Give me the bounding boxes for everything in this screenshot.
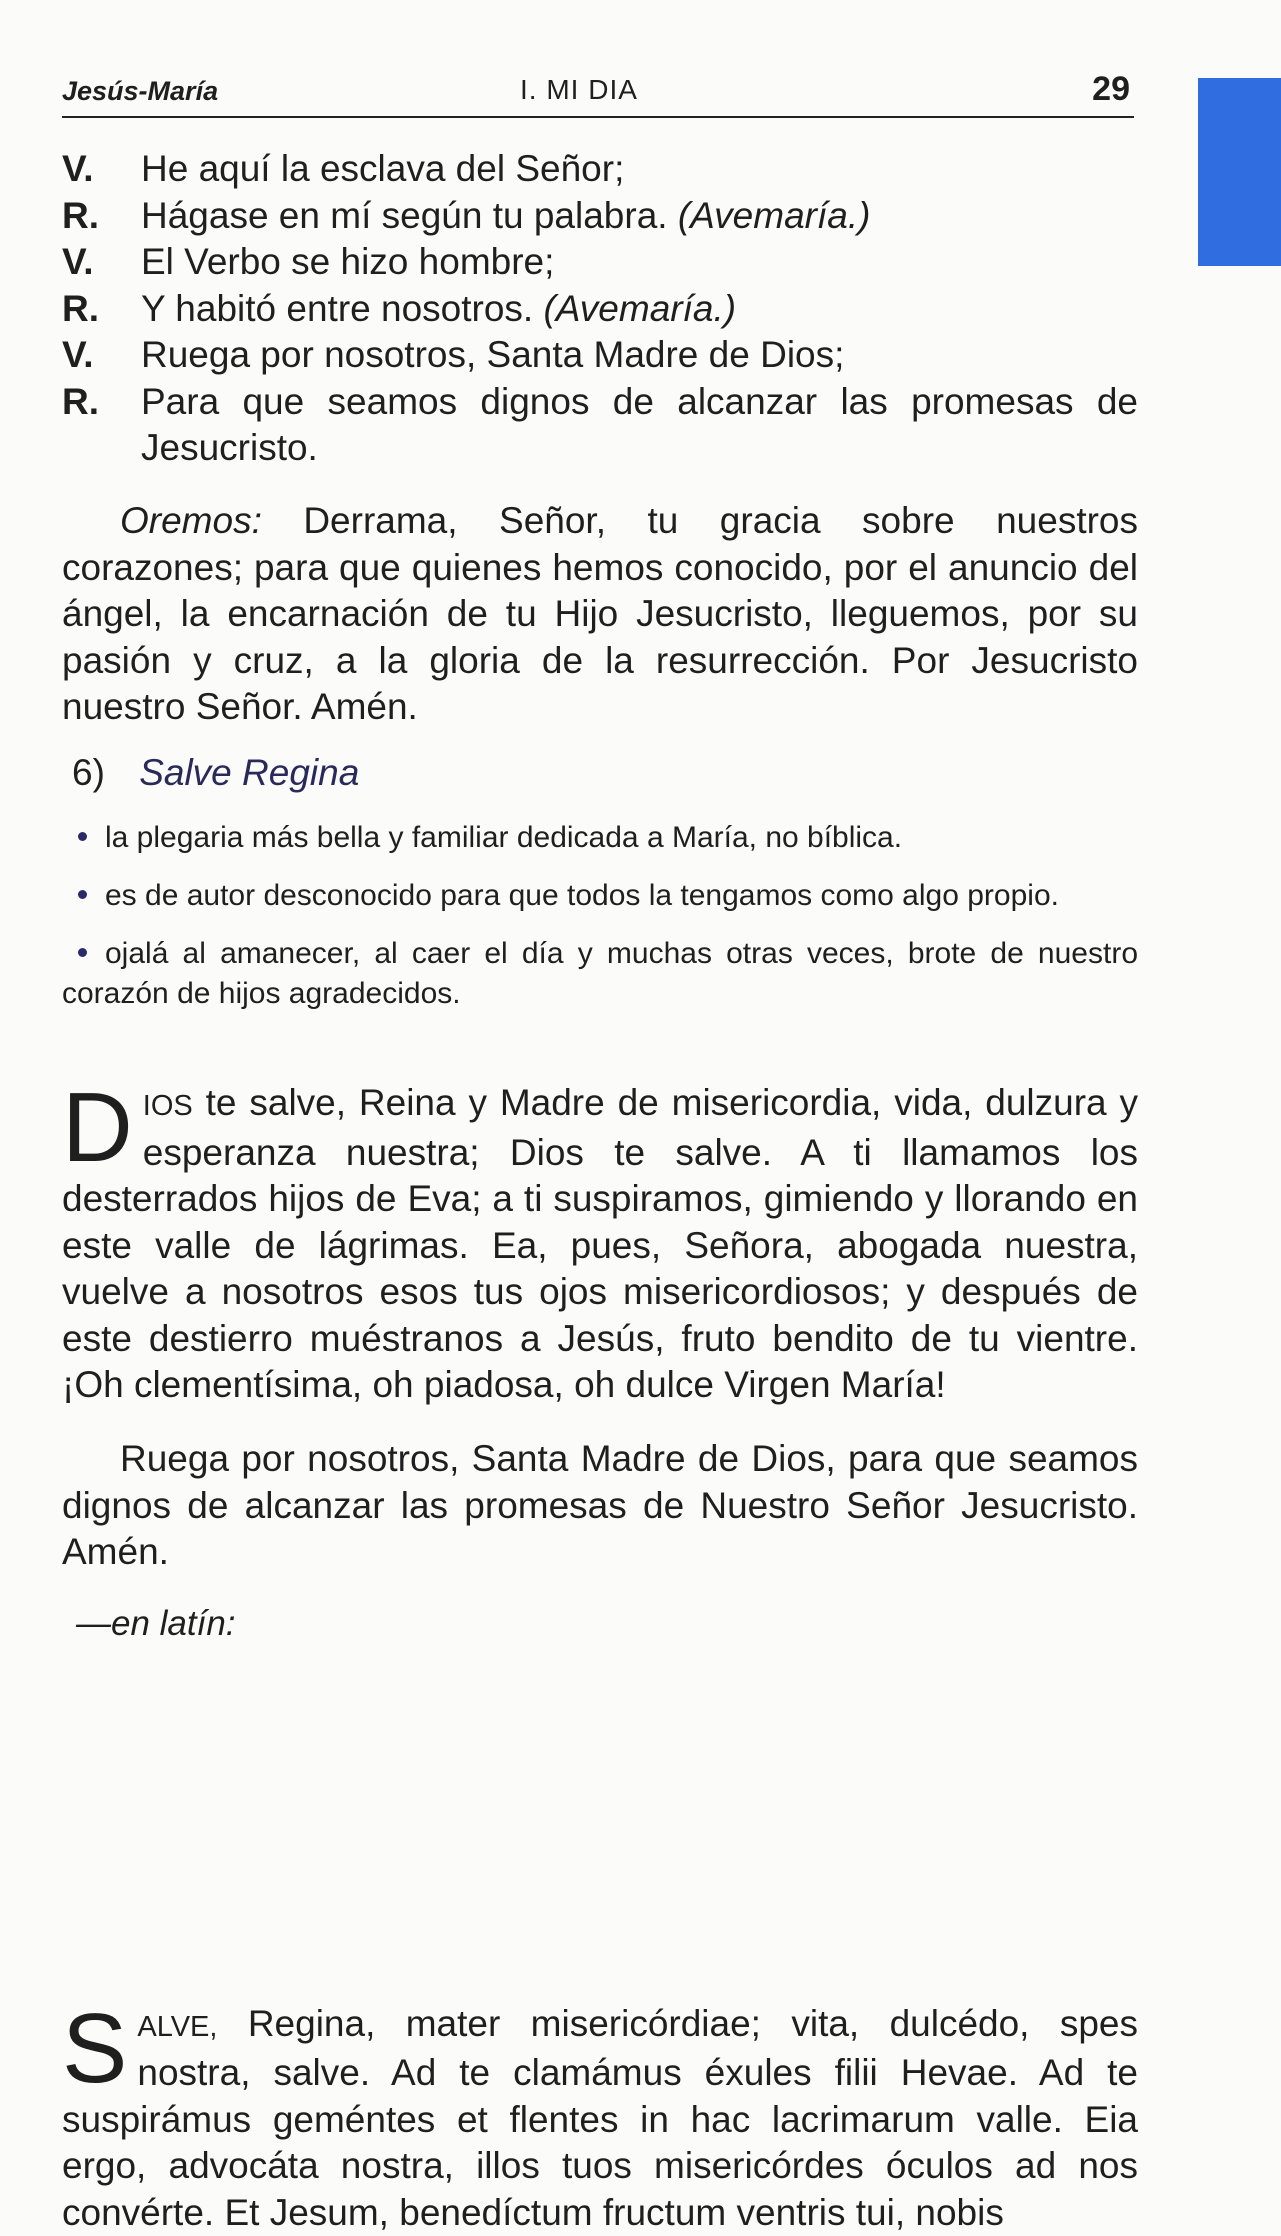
header-left: Jesús-María — [62, 76, 218, 107]
salve-spanish — [62, 1080, 1138, 1409]
versicle-row — [62, 286, 1138, 333]
versicle-mark: R. — [62, 193, 141, 240]
versicle-text: Hágase en mí según tu palabra. — [141, 195, 678, 236]
versicle-text: El Verbo se hizo hombre; — [141, 241, 554, 282]
section-number: 6) — [72, 752, 105, 793]
list-item — [62, 818, 1138, 858]
salve-spanish-text: te salve, Reina y Madre de misericordia, vida, dulzura y esperanza nuestra; Dios te salve. A ti llamamos los desterrados hijos de Eva; a ti suspiramos, gimiendo y llorando en este valle de lágrimas. Ea, pues, Señora, abogada nuestra, vuelve a nosotros esos tus ojos misericordiosos; y después de este destierro muéstranos a Jesús, fruto bendito de tu vientre. ¡Oh clementísima, oh piadosa, oh dulce Virgen María! — [62, 1082, 1138, 1405]
versicle-row — [62, 146, 1138, 193]
versicle-text: Para que seamos dignos de alcanzar las promesas de Jesucristo. — [141, 381, 1138, 469]
versicle-note: (Avemaría.) — [543, 288, 736, 329]
bullet-text: es de autor desconocido para que todos la tengamos como algo propio. — [105, 879, 1059, 912]
blue-page-tab — [1198, 78, 1281, 266]
versicle-row — [62, 239, 1138, 286]
section-title: Salve Regina — [139, 752, 359, 793]
versicles-list — [62, 146, 1138, 472]
drop-cap: S — [62, 2005, 127, 2091]
versicle-mark: V. — [62, 239, 141, 286]
list-item — [62, 876, 1138, 916]
bullet-text: ojalá al amanecer, al caer el día y muchas otras veces, brote de nuestro corazón de hijos agradecidos. — [62, 937, 1138, 1010]
versicle-mark: R. — [62, 379, 141, 472]
oremos-paragraph — [62, 498, 1138, 731]
versicle-text: Ruega por nosotros, Santa Madre de Dios; — [141, 334, 844, 375]
versicle-text: Y habitó entre nosotros. — [141, 288, 543, 329]
running-header — [62, 66, 1134, 118]
latin-label: —en latín: — [76, 1604, 236, 1644]
oremos-text: Derrama, Señor, tu gracia sobre nuestros corazones; para que quienes hemos conocido, por el anuncio del ángel, la encarnación de tu Hijo Jesucristo, lleguemos, por su pasión y cruz, a la gloria de la resurrección. Por Jesucristo nuestro Señor. Amén. — [62, 500, 1138, 727]
versicle-mark: R. — [62, 286, 141, 333]
salve-latin — [62, 2001, 1138, 2236]
versicle-note: (Avemaría.) — [678, 195, 871, 236]
versicle-mark: V. — [62, 146, 141, 193]
versicle-mark: V. — [62, 332, 141, 379]
versicle-text: He aquí la esclava del Señor; — [141, 148, 624, 189]
bullet-text: la plegaria más bella y familiar dedicada a María, no bíblica. — [105, 821, 902, 854]
salve-latin-text: Regina, mater misericórdiae; vita, dulcédo, spes nostra, salve. Ad te clamámus éxules filii Hevae. Ad te suspirámus geméntes et flentes in hac lacrimarum valle. Eia ergo, advocáta nostra, illos tuos misericórdes óculos ad nos convérte. Et Jesum, benedíctum fructum ventris tui, nobis — [62, 2003, 1138, 2233]
header-chapter: I. MI DIA — [520, 74, 638, 106]
bullet-icon — [78, 890, 87, 899]
bullet-icon — [78, 832, 87, 841]
oremos-label: Oremos: — [120, 500, 262, 541]
bullet-icon — [78, 948, 87, 957]
list-item — [62, 934, 1138, 1014]
drop-cap: D — [62, 1084, 133, 1170]
versicle-row — [62, 379, 1138, 472]
section-heading — [72, 752, 359, 794]
first-word: ALVE, — [137, 2011, 217, 2043]
ruega-paragraph: Ruega por nosotros, Santa Madre de Dios, para que seamos dignos de alcanzar las promesas de Nuestro Señor Jesucristo. Amén. — [62, 1436, 1138, 1576]
page-number: 29 — [1092, 70, 1130, 109]
versicle-row — [62, 193, 1138, 240]
bullet-list — [62, 818, 1138, 1032]
versicle-row — [62, 332, 1138, 379]
first-word: IOS — [143, 1090, 193, 1122]
